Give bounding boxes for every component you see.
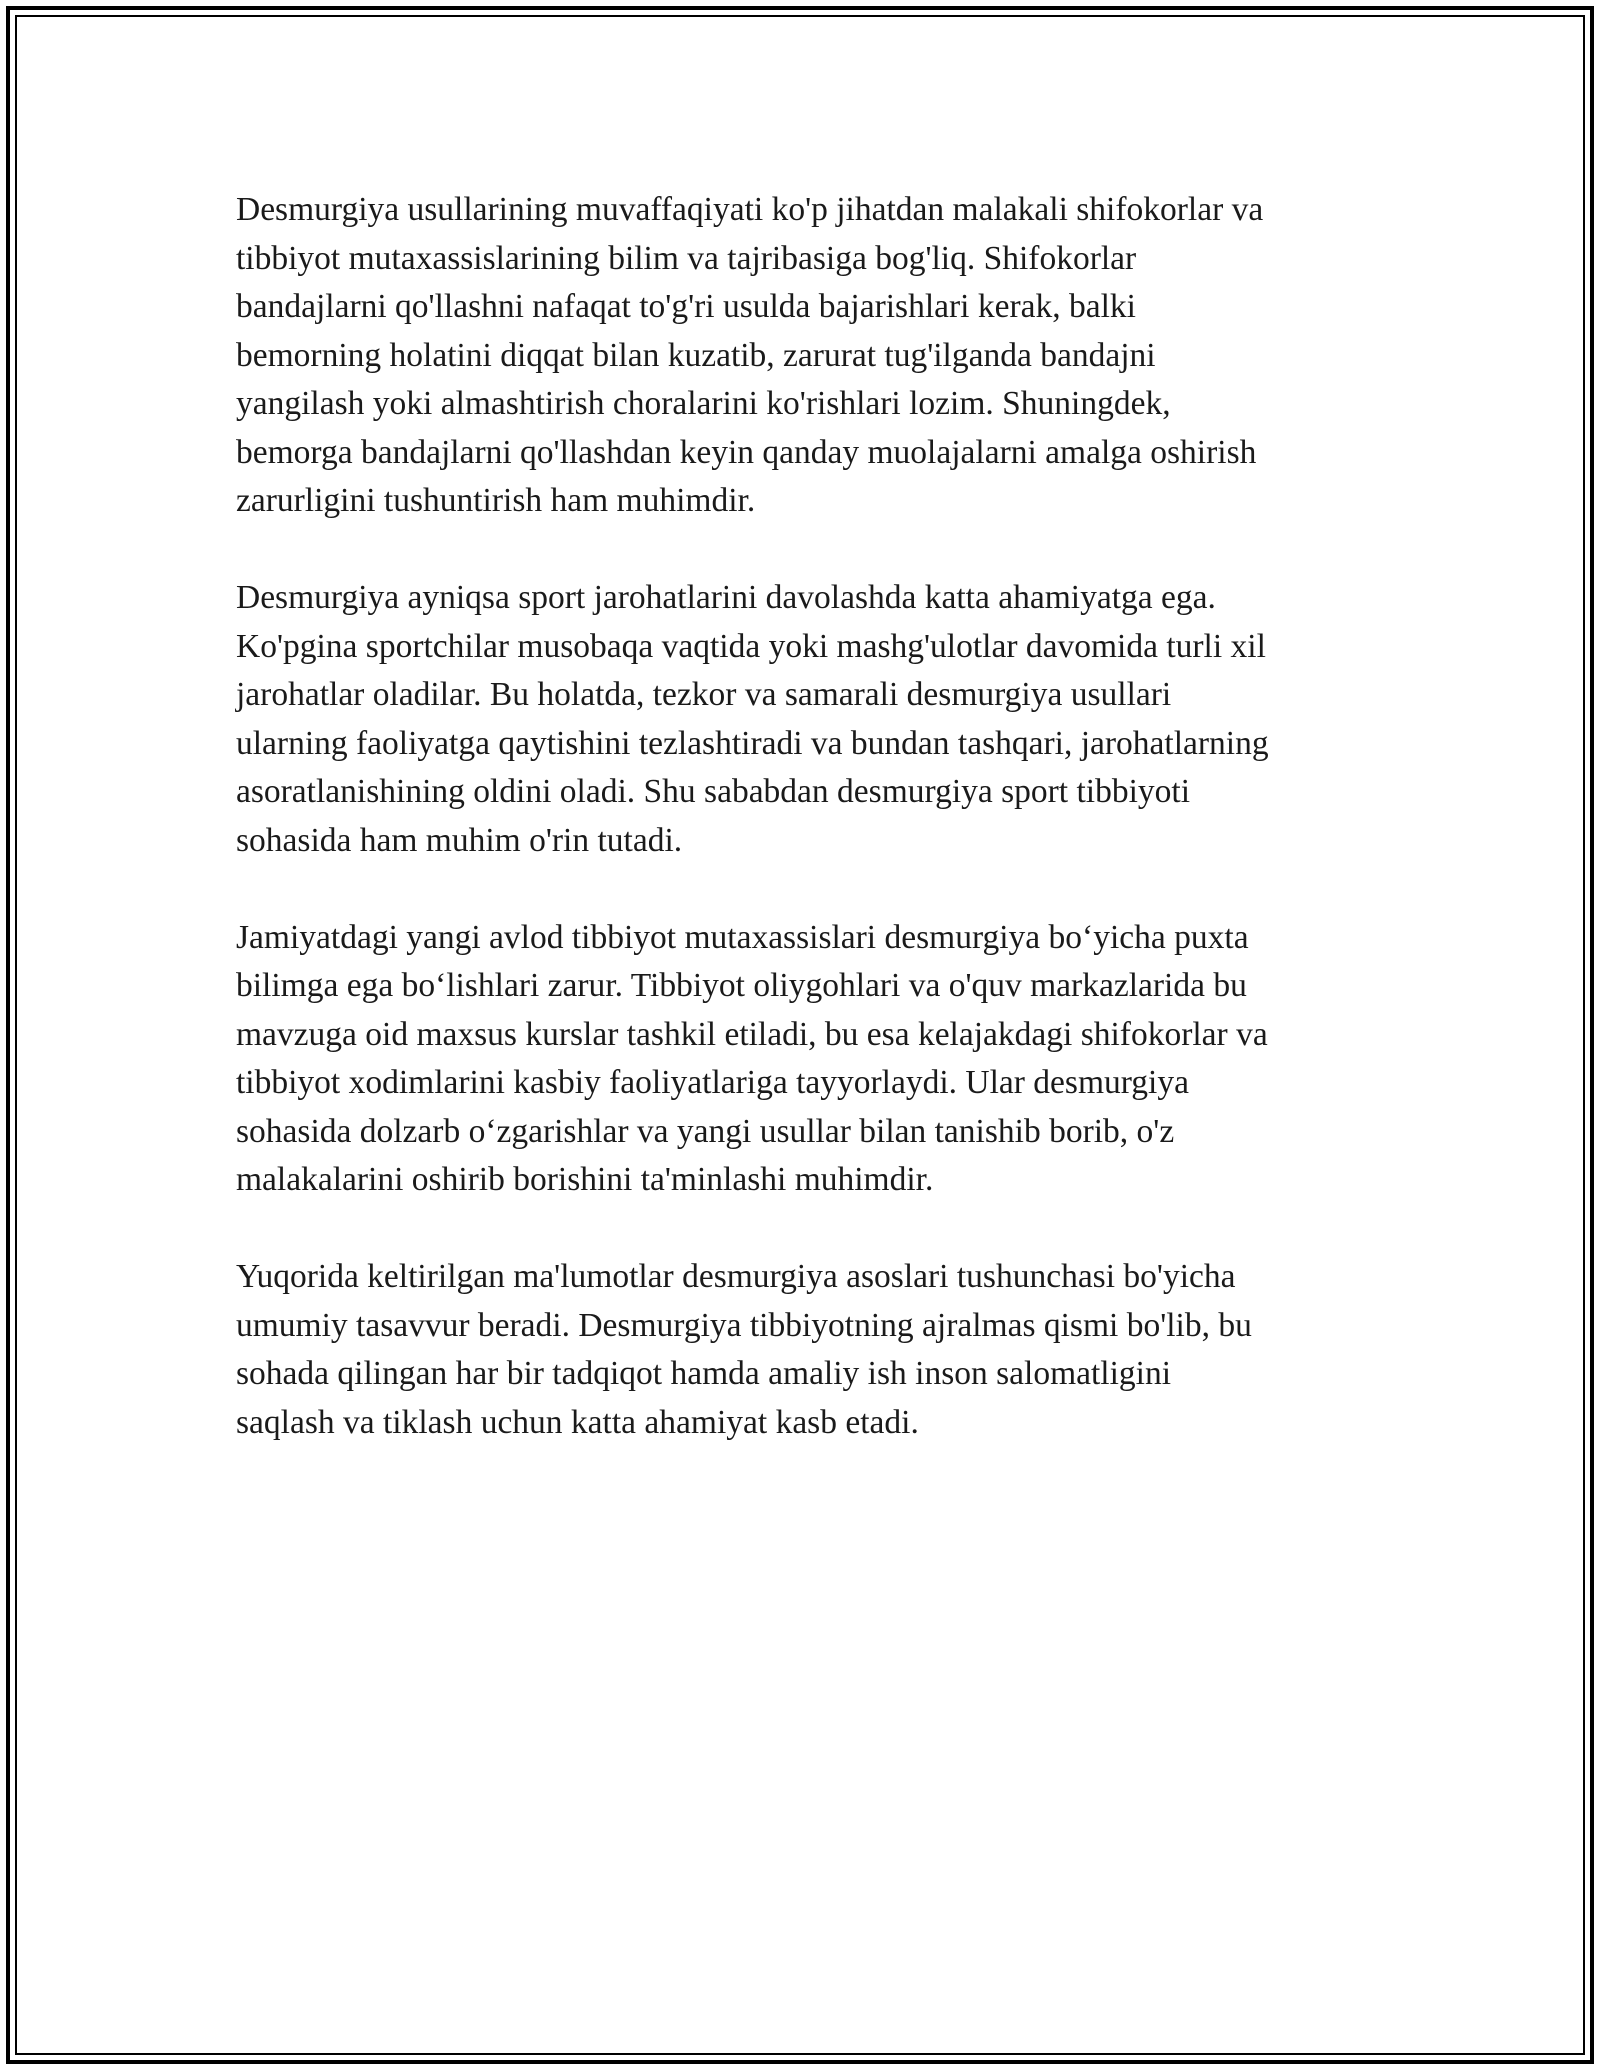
paragraph-1: Desmurgiya usullarining muvaffaqiyati ko'p jihatdan malakali shifokorlar va tibbiyot mutaxassislarining bilim va tajribasiga bog'liq. Shifokorlar bandajlarni qo'llashni nafaqat to'g'ri usulda bajarishlari kerak, balki bemorning holatini diqqat bilan kuzatib, zarurat tug'ilganda bandajni yangilash yoki almashtirish choralarini ko'rishlari lozim. Shuningdek, bemorga bandajlarni qo'llashdan keyin qanday muolajalarni amalga oshirish zarurligini tushuntirish ham muhimdir. [236,191,1264,519]
paragraph-3: Jamiyatdagi yangi avlod tibbiyot mutaxassislari desmurgiya boʻyicha puxta bilimga ega boʻlishlari zarur. Tibbiyot oliygohlari va o'quv markazlarida bu mavzuga oid maxsus kurslar tashkil etiladi, bu esa kelajakdagi shifokorlar va tibbiyot xodimlarini kasbiy faoliyatlariga tayyorlaydi. Ular desmurgiya sohasida dolzarb oʻzgarishlar va yangi usullar bilan tanishib borib, o'z malakalarini oshirib borishini ta'minlashi muhimdir. [236,918,1268,1198]
paragraph-2: Desmurgiya ayniqsa sport jarohatlarini davolashda katta ahamiyatga ega. Ko'pgina sportchilar musobaqa vaqtida yoki mashg'ulotlar davomida turli xil jarohatlar oladilar. Bu holatda, tezkor va samarali desmurgiya usullari ularning faoliyatga qaytishini tezlashtiradi va bundan tashqari, jarohatlarning asoratlanishining oldini oladi. Shu sababdan desmurgiya sport tibbiyoti sohasida ham muhim o'rin tutadi. [236,579,1269,859]
document-body [236,186,1386,1496]
paragraph-4: Yuqorida keltirilgan ma'lumotlar desmurgiya asoslari tushunchasi bo'yicha umumiy tasavvur beradi. Desmurgiya tibbiyotning ajralmas qismi bo'lib, bu sohada qilingan har bir tadqiqot hamda amaliy ish inson salomatligini saqlash va tiklash uchun katta ahamiyat kasb etadi. [236,1258,1252,1441]
